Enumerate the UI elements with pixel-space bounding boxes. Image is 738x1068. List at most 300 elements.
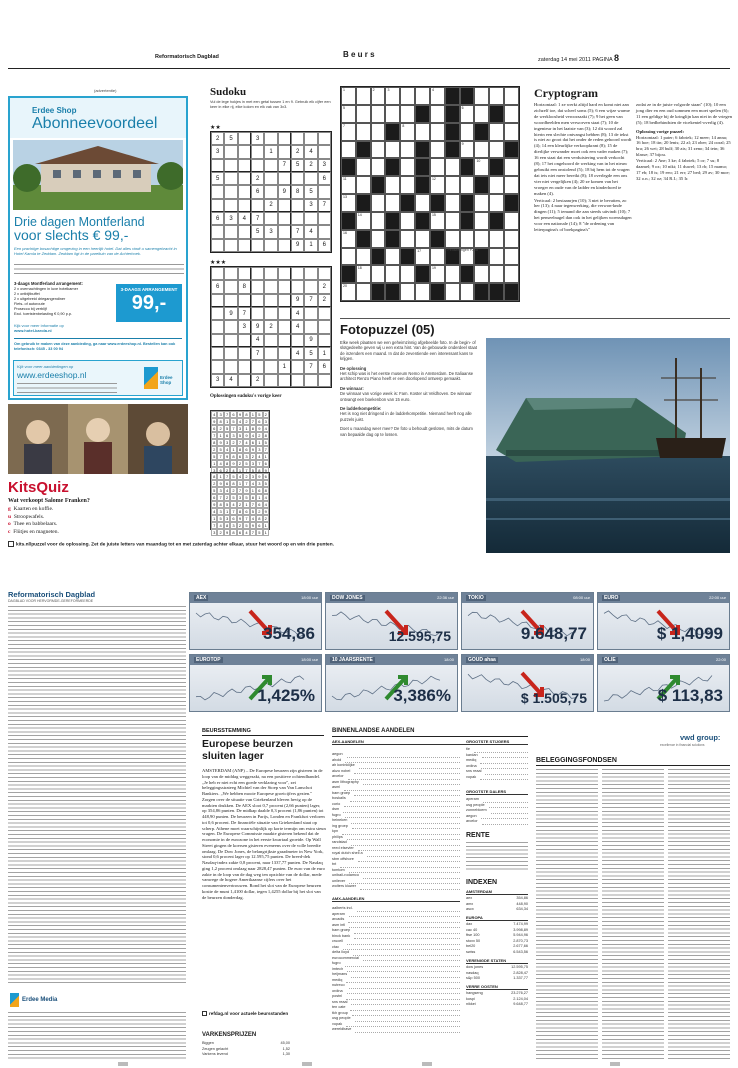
crossword-cell[interactable]: [356, 248, 371, 266]
sudoku-cell[interactable]: [238, 185, 251, 198]
sudoku-cell[interactable]: 3: [251, 132, 264, 145]
crossword-cell[interactable]: [430, 265, 445, 283]
sudoku-cell[interactable]: [291, 360, 304, 373]
sudoku-cell[interactable]: 6: [318, 239, 331, 252]
sudoku-cell[interactable]: [238, 374, 251, 387]
crossword-cell[interactable]: [489, 248, 504, 266]
sudoku-cell[interactable]: 9: [251, 320, 264, 333]
footer-marker-3: [422, 1062, 432, 1066]
sudoku-cell[interactable]: [304, 280, 317, 293]
crossword-cell[interactable]: [430, 87, 445, 105]
sudoku-cell[interactable]: 2: [318, 294, 331, 307]
sudoku-cell[interactable]: [278, 334, 291, 347]
crossword-cell[interactable]: [504, 265, 519, 283]
sudoku-cell[interactable]: [278, 239, 291, 252]
crossword-cell[interactable]: [371, 141, 386, 159]
sudoku-cell[interactable]: [278, 225, 291, 238]
row-label: mediq: [466, 758, 477, 762]
crossword-cell[interactable]: [504, 230, 519, 248]
kitsquiz-option[interactable]: [8, 514, 59, 522]
sudoku-cell[interactable]: 4: [291, 307, 304, 320]
crossword-cell[interactable]: [445, 212, 460, 230]
crossword-cell[interactable]: [385, 87, 400, 105]
sudoku-cell[interactable]: [264, 132, 277, 145]
sudoku-cell[interactable]: [264, 374, 277, 387]
sudoku-cell[interactable]: [304, 320, 317, 333]
sudoku-cell[interactable]: 2: [318, 280, 331, 293]
sudoku-cell[interactable]: [318, 225, 331, 238]
row-label: tkh group: [332, 1010, 348, 1015]
sudoku-cell[interactable]: [318, 374, 331, 387]
fondsen-col1: [536, 769, 598, 1059]
crossword-cell[interactable]: [341, 176, 356, 194]
sudoku-cell[interactable]: [224, 280, 237, 293]
sudoku-cell[interactable]: [238, 347, 251, 360]
option-text: Kaarten en koffie.: [13, 506, 54, 512]
sudoku-cell[interactable]: [304, 172, 317, 185]
crossword-cell[interactable]: [371, 87, 386, 105]
crossword-cell[interactable]: [371, 123, 386, 141]
sudoku-cell[interactable]: 3: [224, 212, 237, 225]
sudoku-cell[interactable]: [278, 307, 291, 320]
sudoku-cell[interactable]: [251, 360, 264, 373]
sudoku-cell[interactable]: [224, 159, 237, 172]
solution-cell: 4: [250, 480, 256, 487]
sudoku-cell[interactable]: [278, 172, 291, 185]
sudoku-cell[interactable]: 1: [264, 145, 277, 158]
sudoku-cell[interactable]: [224, 225, 237, 238]
sudoku-cell[interactable]: [304, 374, 317, 387]
crossword-cell[interactable]: [341, 283, 356, 301]
sudoku-cell[interactable]: [264, 185, 277, 198]
sudoku-cell[interactable]: [211, 347, 224, 360]
sudoku-cell[interactable]: 7: [318, 199, 331, 212]
crossword-cell[interactable]: [445, 265, 460, 283]
ticker-olie: [597, 654, 730, 712]
sudoku-cell[interactable]: [291, 267, 304, 280]
sudoku-cell[interactable]: 8: [238, 280, 251, 293]
sudoku-cell[interactable]: 3: [238, 320, 251, 333]
sudoku-cell[interactable]: [278, 347, 291, 360]
sudoku-cell[interactable]: 2: [211, 132, 224, 145]
cryptogram-col1: [534, 102, 632, 233]
crossword-cell[interactable]: [430, 123, 445, 141]
crossword-cell[interactable]: [489, 194, 504, 212]
sudoku-cell[interactable]: [264, 334, 277, 347]
crossword-cell[interactable]: [356, 265, 371, 283]
crossword-cell[interactable]: [445, 176, 460, 194]
crossword-cell[interactable]: [400, 230, 415, 248]
crossword-cell[interactable]: [474, 158, 489, 176]
crossword-cell[interactable]: [445, 194, 460, 212]
solution-cell: 3: [237, 494, 243, 501]
sudoku-cell[interactable]: 6: [318, 172, 331, 185]
sudoku-cell[interactable]: [238, 294, 251, 307]
sudoku-cell[interactable]: 2: [264, 199, 277, 212]
crossword-cell[interactable]: [341, 141, 356, 159]
row-label: vopak: [466, 774, 477, 779]
crossword-cell[interactable]: [460, 230, 475, 248]
sudoku-cell[interactable]: [211, 307, 224, 320]
sudoku-cell[interactable]: [251, 294, 264, 307]
solution-cell: 7: [230, 425, 236, 432]
sudoku-cell[interactable]: 3: [211, 145, 224, 158]
sudoku-cell[interactable]: [304, 212, 317, 225]
sudoku-cell[interactable]: [238, 334, 251, 347]
ticker-time: 18:00: [579, 657, 590, 662]
crossword-cell[interactable]: [445, 283, 460, 301]
sudoku-cell[interactable]: 6: [211, 280, 224, 293]
sudoku-cell[interactable]: [238, 132, 251, 145]
sudoku-cell[interactable]: [251, 199, 264, 212]
sudoku-cell[interactable]: [291, 132, 304, 145]
ad-footer-site[interactable]: www.erdeeshop.nl: [17, 370, 87, 380]
sudoku-cell[interactable]: [224, 267, 237, 280]
sudoku-cell[interactable]: [211, 185, 224, 198]
sudoku-cell[interactable]: 8: [291, 185, 304, 198]
kitsquiz-option[interactable]: [8, 521, 59, 529]
sudoku-cell[interactable]: [291, 334, 304, 347]
sudoku-cell[interactable]: [278, 374, 291, 387]
sudoku-cell[interactable]: [318, 185, 331, 198]
sudoku-cell[interactable]: [318, 267, 331, 280]
solution-cell: 8: [217, 418, 223, 425]
sudoku-cell[interactable]: [304, 267, 317, 280]
crossword-cell[interactable]: [445, 230, 460, 248]
sudoku-cell[interactable]: [238, 199, 251, 212]
sudoku-cell[interactable]: [211, 294, 224, 307]
sudoku-cell[interactable]: [278, 145, 291, 158]
sudoku-cell[interactable]: [251, 239, 264, 252]
crossword-cell[interactable]: [504, 123, 519, 141]
sudoku-cell[interactable]: [224, 172, 237, 185]
sudoku-cell[interactable]: [291, 374, 304, 387]
sudoku-cell[interactable]: [224, 145, 237, 158]
crossword-cell[interactable]: [474, 212, 489, 230]
crossword-cell[interactable]: [430, 105, 445, 123]
sudoku-cell[interactable]: [318, 334, 331, 347]
sudoku-cell[interactable]: [238, 267, 251, 280]
crossword-cell[interactable]: [474, 141, 489, 159]
crossword-cell[interactable]: [341, 194, 356, 212]
sudoku-cell[interactable]: 9: [304, 334, 317, 347]
sudoku-cell[interactable]: [224, 199, 237, 212]
sudoku-cell[interactable]: [264, 267, 277, 280]
crossword-cell[interactable]: [385, 248, 400, 266]
sudoku-cell[interactable]: 4: [304, 225, 317, 238]
solution-cell: 3: [217, 508, 223, 515]
crossword-grid[interactable]: [340, 86, 520, 302]
solution-cell: 3: [217, 487, 223, 494]
crossword-cell[interactable]: [415, 248, 430, 266]
crossword-cell[interactable]: [474, 105, 489, 123]
vwd-tagline: excellence in financial solutions: [660, 743, 705, 747]
crossword-cell[interactable]: [430, 212, 445, 230]
crossword-cell[interactable]: [460, 141, 475, 159]
sudoku-cell[interactable]: [278, 294, 291, 307]
sudoku-cell[interactable]: [224, 347, 237, 360]
solution-cell: 5: [243, 460, 249, 467]
sudoku-cell[interactable]: 3: [304, 199, 317, 212]
sudoku-cell[interactable]: [318, 320, 331, 333]
sudoku-cell[interactable]: [251, 159, 264, 172]
sudoku-cell[interactable]: [264, 307, 277, 320]
crossword-cell[interactable]: [504, 87, 519, 105]
sudoku-cell[interactable]: [211, 199, 224, 212]
sudoku-cell[interactable]: 5: [251, 225, 264, 238]
sudoku-cell[interactable]: [318, 307, 331, 320]
crossword-cell[interactable]: [400, 141, 415, 159]
crossword-cell[interactable]: [385, 265, 400, 283]
sudoku-cell[interactable]: [264, 347, 277, 360]
crossword-cell[interactable]: [489, 87, 504, 105]
sudoku-cell[interactable]: 4: [251, 334, 264, 347]
crossword-cell[interactable]: [504, 248, 519, 266]
crossword-cell[interactable]: [341, 105, 356, 123]
crossword-cell[interactable]: [430, 248, 445, 266]
sudoku-cell[interactable]: [238, 360, 251, 373]
sudoku-cell[interactable]: [238, 159, 251, 172]
sudoku-cell[interactable]: 9: [291, 239, 304, 252]
sudoku-cell[interactable]: [291, 212, 304, 225]
crossword-cell[interactable]: [371, 194, 386, 212]
sudoku-cell[interactable]: [318, 145, 331, 158]
sudoku-cell[interactable]: 7: [278, 159, 291, 172]
sudoku-cell[interactable]: 6: [211, 212, 224, 225]
sudoku-cell[interactable]: [238, 145, 251, 158]
sudoku-cell[interactable]: 5: [291, 159, 304, 172]
sudoku-cell[interactable]: 5: [211, 172, 224, 185]
crossword-cell[interactable]: [489, 141, 504, 159]
sudoku-cell[interactable]: 2: [251, 374, 264, 387]
sudoku-cell[interactable]: [278, 320, 291, 333]
sudoku-grid-2[interactable]: [210, 266, 332, 388]
solution-cell: 8: [230, 453, 236, 460]
crossword-cell[interactable]: [430, 176, 445, 194]
sudoku-cell[interactable]: 1: [278, 360, 291, 373]
fotopuzzel-text: [340, 340, 480, 437]
sudoku-cell[interactable]: 7: [304, 360, 317, 373]
crossword-cell[interactable]: [371, 158, 386, 176]
crossword-cell[interactable]: [400, 212, 415, 230]
crossword-cell[interactable]: [356, 212, 371, 230]
sudoku-cell[interactable]: [318, 132, 331, 145]
crossword-cell[interactable]: [385, 194, 400, 212]
crossword-cell[interactable]: [415, 230, 430, 248]
sudoku-cell[interactable]: [264, 159, 277, 172]
crossword-cell[interactable]: [400, 283, 415, 301]
crossword-cell[interactable]: [341, 248, 356, 266]
crossword-cell[interactable]: [400, 123, 415, 141]
sudoku-cell[interactable]: [224, 360, 237, 373]
crossword-cell[interactable]: [504, 176, 519, 194]
sudoku-cell[interactable]: [291, 280, 304, 293]
sudoku-cell[interactable]: [238, 172, 251, 185]
crossword-cell[interactable]: [504, 212, 519, 230]
sudoku-cell[interactable]: [304, 307, 317, 320]
sudoku-cell[interactable]: [264, 212, 277, 225]
sudoku-cell[interactable]: 3: [211, 374, 224, 387]
solution-cell: 9: [243, 487, 249, 494]
crossword-cell[interactable]: [445, 158, 460, 176]
sudoku-cell[interactable]: 7: [251, 212, 264, 225]
sudoku-cell[interactable]: [224, 294, 237, 307]
crossword-cell[interactable]: [489, 176, 504, 194]
crossword-cell[interactable]: [474, 194, 489, 212]
crossword-black-cell: [460, 87, 475, 105]
crossword-cell[interactable]: [489, 230, 504, 248]
sudoku-cell[interactable]: 2: [304, 159, 317, 172]
crossword-cell[interactable]: [415, 123, 430, 141]
ad-frame[interactable]: [8, 96, 188, 400]
sudoku-cell[interactable]: 4: [291, 347, 304, 360]
sudoku-cell[interactable]: 5: [224, 132, 237, 145]
sudoku-cell[interactable]: 9: [278, 185, 291, 198]
crossword-cell[interactable]: [460, 123, 475, 141]
crossword-cell[interactable]: [356, 283, 371, 301]
sudoku-cell[interactable]: [291, 172, 304, 185]
crossword-cell[interactable]: [430, 158, 445, 176]
sudoku-cell[interactable]: 9: [224, 307, 237, 320]
sudoku-cell[interactable]: 7: [238, 307, 251, 320]
crossword-cell[interactable]: [385, 105, 400, 123]
sudoku-cell[interactable]: 6: [251, 185, 264, 198]
sudoku-cell[interactable]: 4: [291, 320, 304, 333]
sudoku-cell[interactable]: [211, 320, 224, 333]
row-label: boskalis: [332, 796, 346, 800]
sudoku-cell[interactable]: 1: [304, 239, 317, 252]
sudoku-cell[interactable]: 4: [304, 145, 317, 158]
crossword-cell[interactable]: [489, 265, 504, 283]
crossword-cell[interactable]: [400, 176, 415, 194]
crossword-cell[interactable]: [341, 230, 356, 248]
sudoku-cell[interactable]: [264, 360, 277, 373]
sudoku-cell[interactable]: [224, 239, 237, 252]
sudoku-cell[interactable]: [224, 334, 237, 347]
sudoku-cell[interactable]: 2: [291, 145, 304, 158]
crossword-cell[interactable]: [371, 230, 386, 248]
sudoku-cell[interactable]: [318, 212, 331, 225]
crossword-cell[interactable]: [341, 87, 356, 105]
sudoku-cell[interactable]: 3: [318, 159, 331, 172]
ticker-label: TOKIO: [468, 595, 484, 601]
sudoku-cell[interactable]: 9: [291, 294, 304, 307]
rente-header: RENTE: [466, 832, 490, 839]
crossword-cell[interactable]: [504, 158, 519, 176]
sudoku-cell[interactable]: [211, 267, 224, 280]
crossword-cell[interactable]: [341, 123, 356, 141]
crossword-cell[interactable]: [371, 265, 386, 283]
sudoku-cell[interactable]: [238, 225, 251, 238]
sudoku-cell[interactable]: 6: [318, 360, 331, 373]
beursstemming-label: BEURSSTEMMING: [202, 728, 251, 734]
crossword-cell[interactable]: [504, 105, 519, 123]
sudoku-cell[interactable]: [224, 185, 237, 198]
sudoku-cell[interactable]: [278, 212, 291, 225]
crossword-cell[interactable]: [371, 212, 386, 230]
sudoku-cell[interactable]: [238, 239, 251, 252]
sudoku-cell[interactable]: 3: [264, 225, 277, 238]
sudoku-cell[interactable]: [251, 267, 264, 280]
crossword-cell[interactable]: [400, 87, 415, 105]
sudoku-cell[interactable]: 4: [224, 374, 237, 387]
crossword-cell[interactable]: [474, 230, 489, 248]
sudoku-cell[interactable]: 7: [304, 294, 317, 307]
sudoku-cell[interactable]: [304, 132, 317, 145]
sudoku-cell[interactable]: 5: [304, 185, 317, 198]
sudoku-cell[interactable]: 7: [291, 225, 304, 238]
sudoku-cell[interactable]: [278, 199, 291, 212]
crossword-cell[interactable]: [371, 105, 386, 123]
kitsquiz-option[interactable]: [8, 529, 59, 537]
crossword-cell[interactable]: [400, 265, 415, 283]
crossword-number: 12: [431, 177, 436, 182]
crossword-cell[interactable]: [356, 158, 371, 176]
sudoku-cell[interactable]: 5: [304, 347, 317, 360]
sudoku-cell[interactable]: [211, 360, 224, 373]
crossword-cell[interactable]: [415, 194, 430, 212]
sudoku-cell[interactable]: 7: [251, 347, 264, 360]
sudoku-cell[interactable]: [251, 145, 264, 158]
crossword-cell[interactable]: [415, 87, 430, 105]
sudoku-cell[interactable]: [251, 307, 264, 320]
crossword-cell[interactable]: [474, 87, 489, 105]
sudoku-cell[interactable]: [264, 172, 277, 185]
solution-cell: 8: [230, 480, 236, 487]
sudoku-cell[interactable]: [278, 280, 291, 293]
crossword-cell[interactable]: [356, 123, 371, 141]
sudoku-cell[interactable]: 4: [238, 212, 251, 225]
ad-contact2[interactable]: www.hotel-karola.nl: [14, 328, 52, 333]
crossword-cell[interactable]: [356, 176, 371, 194]
sudoku-cell[interactable]: 2: [251, 172, 264, 185]
solution-cell: 5: [263, 439, 269, 446]
sudoku-cell[interactable]: [278, 267, 291, 280]
sudoku-cell[interactable]: [278, 132, 291, 145]
crossword-cell[interactable]: [460, 176, 475, 194]
crossword-cell[interactable]: [415, 283, 430, 301]
crossword-cell[interactable]: [400, 105, 415, 123]
sudoku-grid-1[interactable]: [210, 131, 332, 253]
sudoku-cell[interactable]: [211, 159, 224, 172]
crossword-black-cell: [371, 248, 386, 266]
crossword-cell[interactable]: [460, 283, 475, 301]
sudoku-cell[interactable]: 1: [318, 347, 331, 360]
crossword-cell[interactable]: [385, 141, 400, 159]
crossword-cell[interactable]: [489, 123, 504, 141]
crossword-cell[interactable]: [430, 141, 445, 159]
sudoku-cell[interactable]: [224, 320, 237, 333]
sudoku-cell[interactable]: [264, 294, 277, 307]
crossword-cell[interactable]: [356, 105, 371, 123]
sudoku-cell[interactable]: [211, 239, 224, 252]
beurs-more[interactable]: [202, 1011, 288, 1016]
kitsquiz-option[interactable]: [8, 506, 59, 514]
sudoku-cell[interactable]: 2: [264, 320, 277, 333]
sudoku-cell[interactable]: [264, 239, 277, 252]
sudoku-cell[interactable]: [211, 334, 224, 347]
crossword-cell[interactable]: [385, 176, 400, 194]
option-letter: c: [8, 528, 11, 535]
sudoku-cell[interactable]: [264, 280, 277, 293]
sudoku-cell[interactable]: [291, 199, 304, 212]
crossword-cell[interactable]: [474, 265, 489, 283]
sudoku-cell[interactable]: [251, 280, 264, 293]
crossword-cell[interactable]: [400, 158, 415, 176]
crossword-cell[interactable]: [460, 105, 475, 123]
sudoku-cell[interactable]: [211, 225, 224, 238]
crossword-cell[interactable]: [356, 87, 371, 105]
